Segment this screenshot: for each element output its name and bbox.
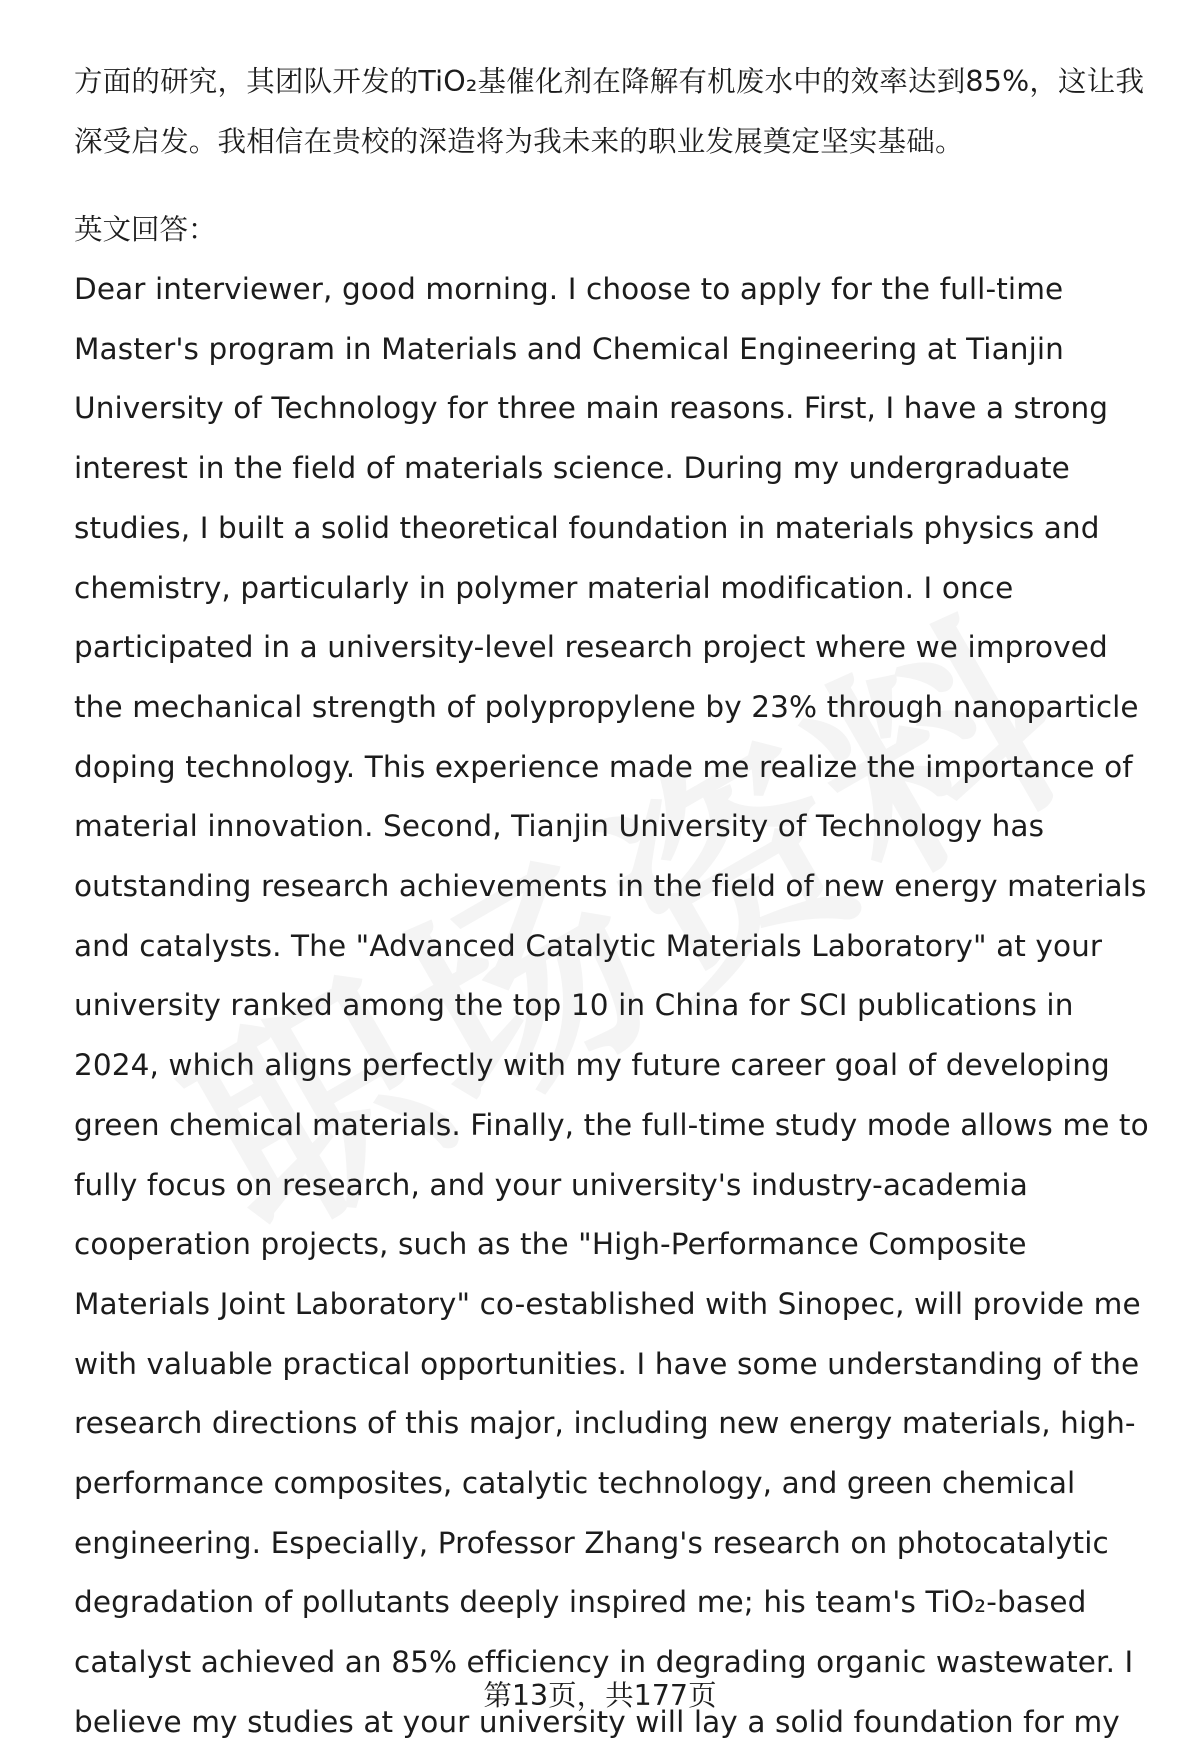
page-content xyxy=(74,52,1164,1753)
chinese-answer-continuation: 方面的研究，其团队开发的TiO₂基催化剂在降解有机废水中的效率达到85%，这让我深受启发。我相信在贵校的深造将为我未来的职业发展奠定坚实基础。 xyxy=(74,65,1145,158)
english-answer-paragraph: Dear interviewer, good morning. I choose to apply for the full-time Master's program in Materials and Chemical Engineering at Tianjin University of Technology for three main reasons. First, I have a strong interest in the field of materials science. During my undergraduate studies, I built a solid theoretical foundation in materials physics and chemistry, particularly in polymer material modification. I once participated in a university-level research project where we improved the mechanical strength of polypropylene by 23% through nanoparticle doping technology. This experience made me realize the importance of material innovation. Second, Tianjin University of Technology has outstanding research achievements in the field of new energy materials and catalysts. The "Advanced Catalytic Materials Laboratory" at your university ranked among the top 10 in China for SCI publications in 2024, which aligns perfectly with my future career goal of developing green chemical materials. Finally, the full-time study mode allows me to fully focus on research, and your university's industry-academia cooperation projects, such as the "High-Performance Composite Materials Joint Laboratory" co-established with Sinopec, will provide me with valuable practical opportunities. I have some understanding of the research directions of this major, including new energy materials, high-performance composites, catalytic technology, and green chemical engineering. Especially, Professor Zhang's research on photocatalytic degradation of pollutants deeply inspired me; his team's TiO₂-based catalyst achieved an 85% efficiency in degrading organic wastewater. I believe my studies at your university will lay a solid foundation for my xyxy=(74,272,1149,1739)
english-answer-label: 英文回答： xyxy=(74,213,217,246)
page-number-footer: 第13页，共177页 xyxy=(483,1679,717,1712)
